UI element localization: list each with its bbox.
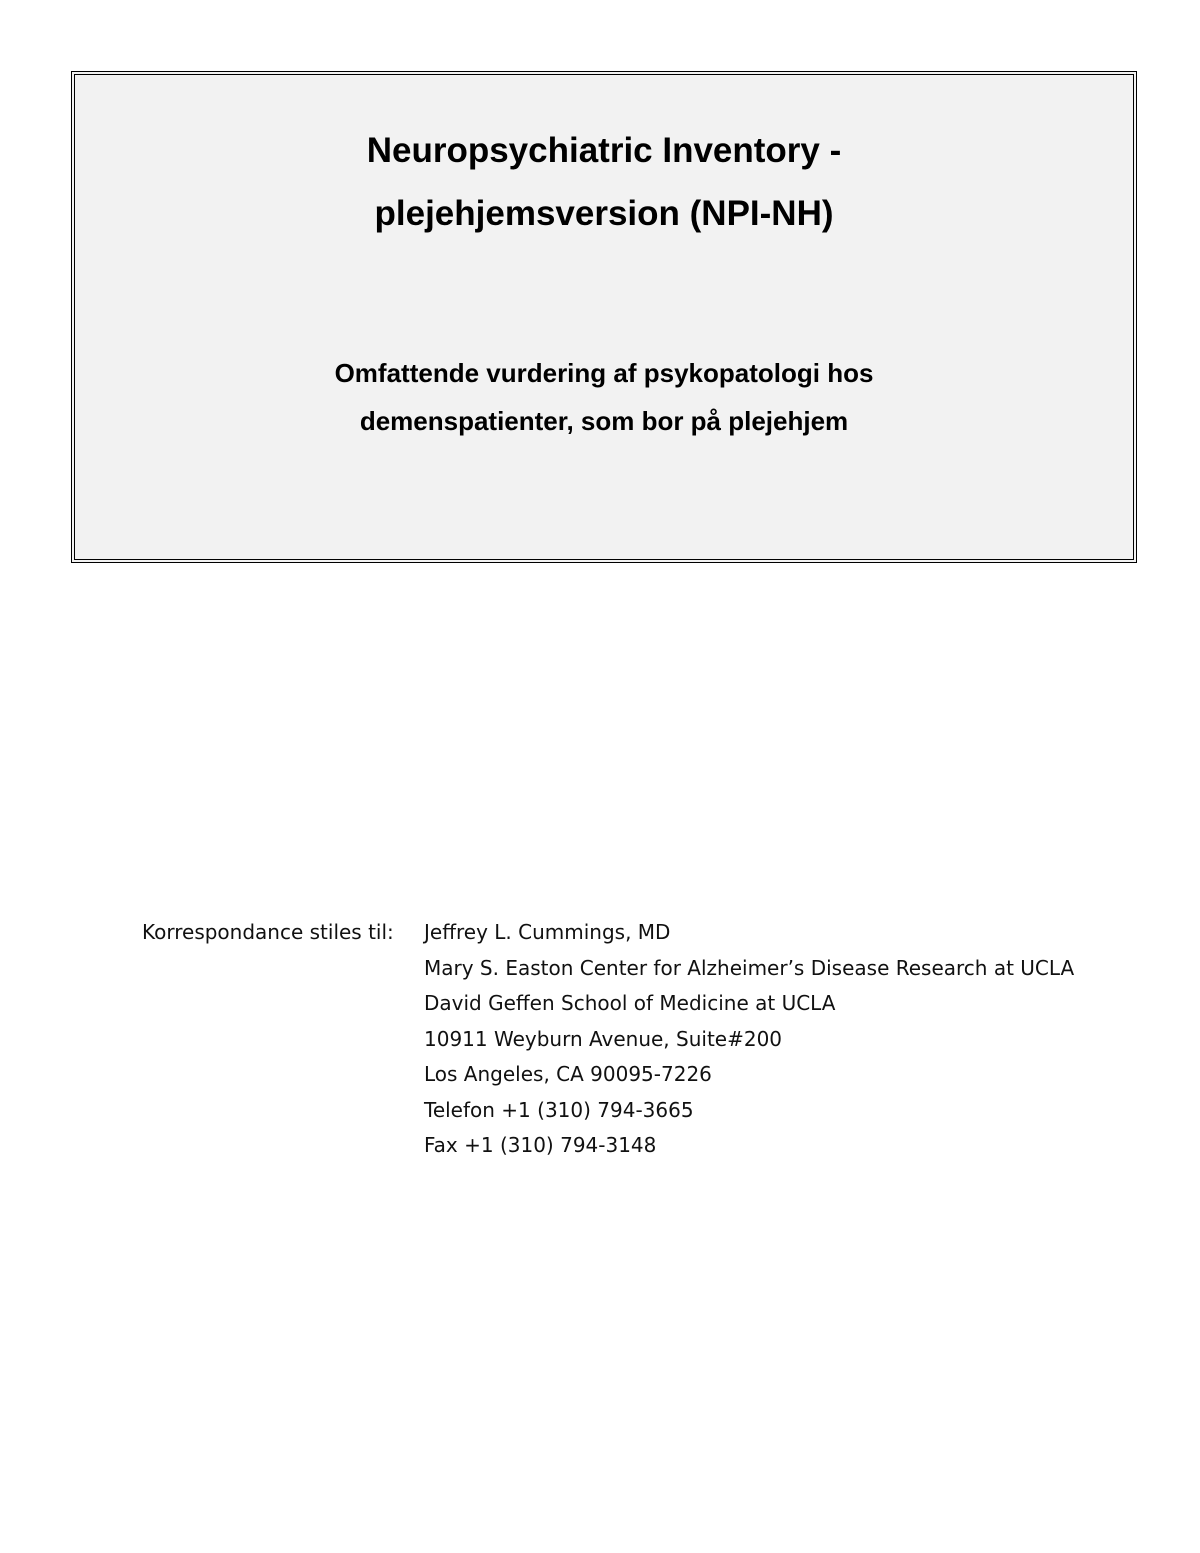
- correspondence-name: Jeffrey L. Cummings, MD: [424, 920, 671, 944]
- correspondence-school: David Geffen School of Medicine at UCLA: [424, 991, 836, 1015]
- correspondence-city: Los Angeles, CA 90095-7226: [424, 1062, 712, 1086]
- document-subtitle-line-1: Omfattende vurdering af psykopatologi hos: [334, 358, 874, 388]
- correspondence-label: Korrespondance stiles til:: [142, 920, 394, 944]
- document-title-line-2: plejehjemsversion (NPI-NH): [374, 194, 834, 233]
- correspondence-street: 10911 Weyburn Avenue, Suite#200: [424, 1026, 783, 1051]
- document-subtitle-line-2: demenspatienter, som bor på plejehjem: [359, 406, 849, 436]
- correspondence-fax: Fax +1 (310) 794-3148: [424, 1133, 657, 1157]
- document-title-line-1: Neuropsychiatric Inventory -: [366, 131, 842, 170]
- correspondence-center: Mary S. Easton Center for Alzheimer’s Disease Research at UCLA: [424, 955, 1075, 980]
- correspondence-address: [424, 915, 1074, 1164]
- title-box: [71, 71, 1137, 563]
- correspondence-phone: Telefon +1 (310) 794-3665: [424, 1097, 694, 1122]
